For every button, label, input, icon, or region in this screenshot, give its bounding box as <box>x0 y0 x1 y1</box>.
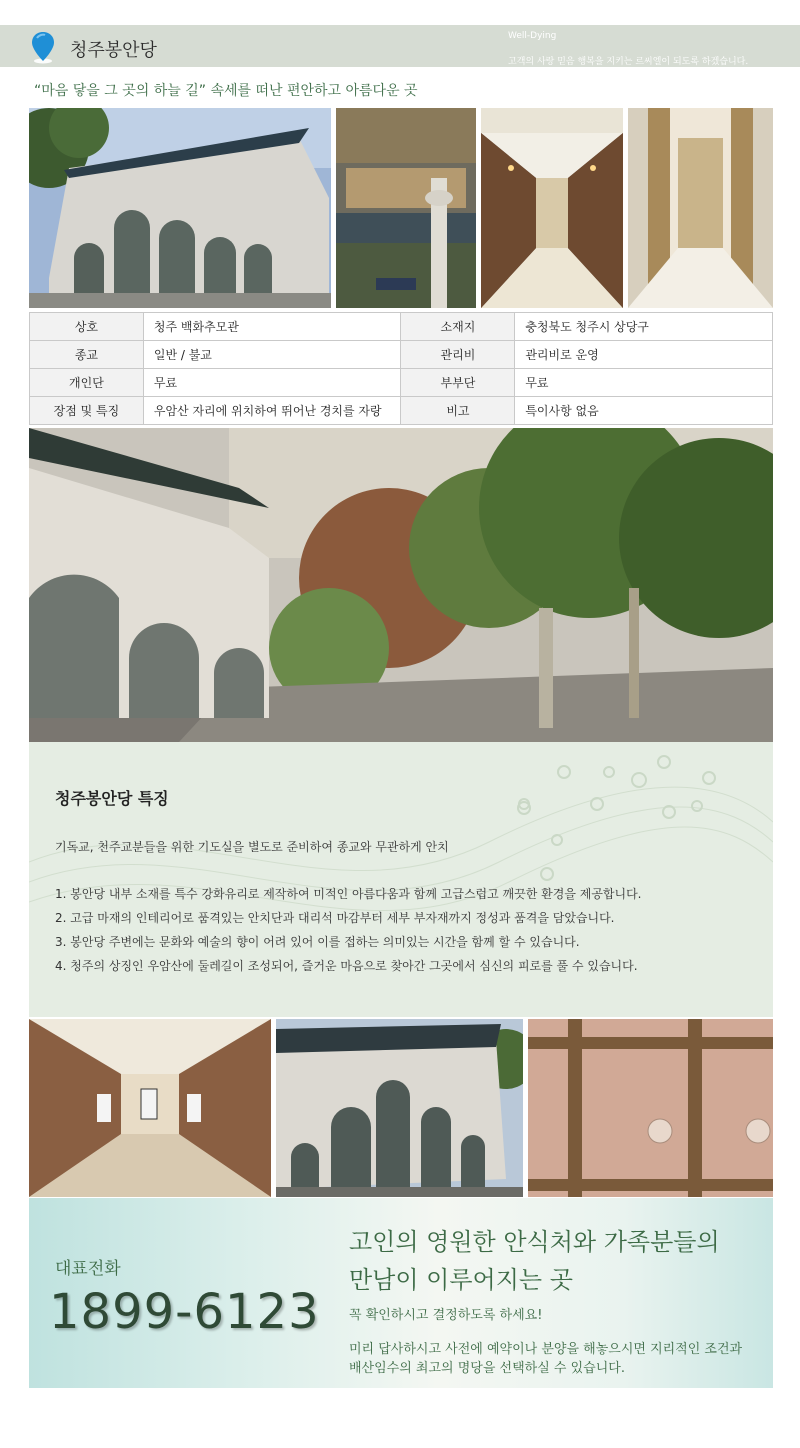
building-exterior-photo <box>29 108 331 308</box>
page-subtitle: “마음 닿을 그 곳의 하늘 길” 속세를 떠난 편안하고 아름다운 곳 <box>34 83 418 99</box>
table-label: 관리비 <box>401 341 515 369</box>
building-front-photo <box>276 1019 523 1197</box>
feature-item: 4. 청주의 상징인 우암산에 둘레길이 조성되어, 즐거운 마음으로 찾아간 그곳에서 심신의 피로를 풀 수 있습니다. <box>55 959 638 973</box>
contact-description: 미리 답사하시고 사전에 예약이나 분양을 해놓으시면 지리적인 조건과 <box>349 1342 743 1357</box>
contact-cta: 꼭 확인하시고 결정하도록 하세요! <box>349 1308 543 1323</box>
columbarium-hall-photo <box>628 108 773 308</box>
features-intro: 기독교, 천주교분들을 위한 기도실을 별도로 준비하여 종교와 무관하게 안치 <box>55 840 449 854</box>
location-pin-icon <box>30 30 56 64</box>
table-row <box>30 313 773 341</box>
table-row <box>30 369 773 397</box>
feature-item: 2. 고급 마재의 인테리어로 품격있는 안치단과 대리석 마감부터 세부 부자재까지 정성과 품격을 담았습니다. <box>55 911 615 925</box>
table-label: 부부단 <box>401 369 515 397</box>
table-label: 개인단 <box>30 369 144 397</box>
building-forest-photo <box>29 428 773 742</box>
features-section <box>29 742 773 1017</box>
contact-headline: 만남이 이루어지는 곳 <box>349 1266 573 1294</box>
table-value: 무료 <box>143 369 401 397</box>
features-title: 청주봉안당 특징 <box>55 789 169 808</box>
temple-photo <box>336 108 476 308</box>
decorative-waves <box>29 742 773 1017</box>
contact-description: 배산임수의 최고의 명당을 선택하실 수 있습니다. <box>349 1361 625 1376</box>
phone-number[interactable]: 1899-6123 <box>49 1284 320 1340</box>
table-label: 비고 <box>401 397 515 425</box>
table-value: 무료 <box>515 369 773 397</box>
tag-label: Well-Dying <box>508 31 557 41</box>
info-table <box>29 312 773 425</box>
niche-closeup-photo <box>528 1019 773 1197</box>
table-value: 청주 백화추모관 <box>143 313 401 341</box>
contact-headline: 고인의 영원한 안식처와 가족분들의 <box>349 1228 720 1256</box>
corridor-photo <box>481 108 623 308</box>
contact-section <box>29 1198 773 1388</box>
tag-line: 고객의 사랑 믿음 행복을 지키는 르씨엘이 되도록 하겠습니다. <box>508 57 749 67</box>
niche-room-photo <box>29 1019 271 1197</box>
table-label: 장점 및 특징 <box>30 397 144 425</box>
site-title: 청주봉안당 <box>70 40 157 61</box>
table-label: 소재지 <box>401 313 515 341</box>
feature-item: 1. 봉안당 내부 소재를 특수 강화유리로 제작하여 미적인 아름다움과 함께 고급스럽고 깨끗한 환경을 제공합니다. <box>55 887 642 901</box>
table-value: 충청북도 청주시 상당구 <box>515 313 773 341</box>
table-label: 상호 <box>30 313 144 341</box>
table-value: 일반 / 불교 <box>143 341 401 369</box>
table-value: 관리비로 운영 <box>515 341 773 369</box>
table-row <box>30 341 773 369</box>
feature-item: 3. 봉안당 주변에는 문화와 예술의 향이 어려 있어 이를 접하는 의미있는 시간을 함께 할 수 있습니다. <box>55 935 580 949</box>
table-row <box>30 397 773 425</box>
table-label: 종교 <box>30 341 144 369</box>
table-value: 우암산 자리에 위치하여 뛰어난 경치를 자랑 <box>143 397 401 425</box>
table-value: 특이사항 없음 <box>515 397 773 425</box>
phone-label: 대표전화 <box>55 1259 121 1279</box>
